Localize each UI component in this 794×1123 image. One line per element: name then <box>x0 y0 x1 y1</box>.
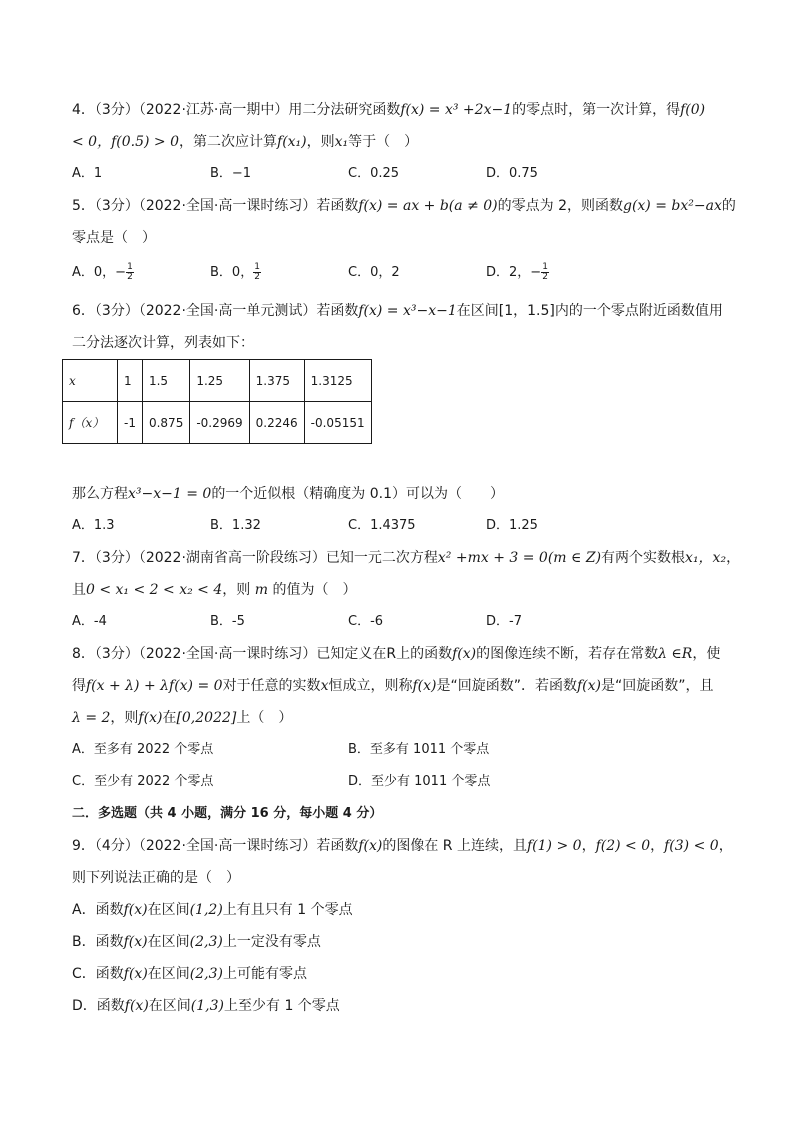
q9-condition-3: f(3) < 0 <box>664 838 719 854</box>
q6-option-a: A．1.3 <box>72 518 115 533</box>
q6-text: 的一个近似根（精确度为 0.1）可以为（ ） <box>211 486 505 502</box>
q4-fx1: f(x₁) <box>277 134 307 150</box>
q6-equation: x³−x−1 = 0 <box>128 486 212 502</box>
q6-option-b: B．1.32 <box>210 518 261 533</box>
q9-condition-2: f(2) < 0 <box>595 838 651 854</box>
table-head-x: x <box>63 360 118 402</box>
q7-option-a: A．-4 <box>72 614 107 629</box>
table-cell: 1.25 <box>190 360 249 402</box>
table-head-fx: f（x） <box>63 402 118 444</box>
q5-text: 的零点为 2，则函数 <box>497 198 623 214</box>
table-row <box>63 402 372 444</box>
q6-text: 那么方程 <box>72 486 128 502</box>
q7-equation: x² +mx + 3 = 0(m ∈ Z) <box>437 550 602 566</box>
q9-option-b: B．函数f(x)在区间(2,3)上一定没有零点 <box>72 934 321 950</box>
q5-option-c: C．0，2 <box>348 265 400 280</box>
q6-line-1 <box>72 301 723 321</box>
q6-function: f(x) = x³−x−1 <box>358 303 457 319</box>
q7-text: ，则 <box>222 582 255 598</box>
q7-m: m <box>254 582 268 598</box>
q5-gfunction: g(x) = bx²−ax <box>622 198 722 214</box>
q9-option-c: C．函数f(x)在区间(2,3)上可能有零点 <box>72 966 307 982</box>
q7-option-b: B．-5 <box>210 614 245 629</box>
q9-text: 的图像在 R 上连续，且 <box>382 838 527 854</box>
table-cell: 0.875 <box>142 402 189 444</box>
q4-f05: f(0.5) > 0 <box>111 134 180 150</box>
q4-ineq: < 0， <box>72 134 112 150</box>
q4-option-d: D．0.75 <box>486 166 538 181</box>
q8-option-d: D．至少有 1011 个零点 <box>348 774 491 789</box>
q7-inequality: 0 < x₁ < 2 < x₂ < 4 <box>86 582 223 598</box>
table-cell: 1.375 <box>249 360 304 402</box>
q7-text: 且 <box>72 582 86 598</box>
q6-option-c: C．1.4375 <box>348 518 416 533</box>
q7-line-1 <box>72 548 740 568</box>
q4-function: f(x) = x³ +2x−1 <box>400 102 513 118</box>
q8-line-3 <box>72 708 292 728</box>
q4-text: 等于（ ） <box>348 134 419 150</box>
q4-option-a: A．1 <box>72 166 103 181</box>
q9-option-d: D．函数f(x)在区间(1,3)上至少有 1 个零点 <box>72 998 340 1014</box>
q7-text: 的值为（ ） <box>268 582 357 598</box>
q8-text: 8．（3分）（2022·全国·高一课时练习）已知定义在R上的函数 <box>72 646 453 662</box>
q8-lambda: λ ∈R <box>658 646 693 662</box>
q5-option-d: D．2，− $\frac{1}{2}$ <box>486 262 548 282</box>
q8-text: ，则 <box>110 710 139 726</box>
table-cell: -0.05151 <box>304 402 371 444</box>
q8-fx: f(x) <box>577 678 602 694</box>
q5-line-1 <box>72 196 736 216</box>
q7-option-c: C．-6 <box>348 614 384 629</box>
table-cell: 0.2246 <box>249 402 304 444</box>
q9-line-1: 9．（4分）（2022·全国·高一课时练习）若函数f(x)的图像在 R 上连续，且f(1) > 0，f(2) < 0，f(3) < 0， <box>72 838 733 854</box>
q8-text: 的图像连续不断，若存在常数 <box>476 646 659 662</box>
q8-option-a: A．至多有 2022 个零点 <box>72 742 214 757</box>
q8-text: 对于任意的实数 <box>222 678 321 694</box>
q4-text: 4．（3分）（2022·江苏·高一期中）用二分法研究函数 <box>72 102 401 118</box>
q7-option-d: D．-7 <box>486 614 522 629</box>
q8-text: ，使 <box>692 646 721 662</box>
q7-line-2 <box>72 580 356 600</box>
q8-text: 是“回旋函数”．若函数 <box>436 678 577 694</box>
q9-text: 9．（4分）（2022·全国·高一课时练习）若函数 <box>72 838 359 854</box>
q8-text: 上（ ） <box>236 710 293 726</box>
q5-function: f(x) = ax + b(a ≠ 0) <box>358 198 498 214</box>
q8-option-c: C．至少有 2022 个零点 <box>72 774 214 789</box>
q5-text: 5．（3分）（2022·全国·高一课时练习）若函数 <box>72 198 359 214</box>
q6-text: 在区间[1，1.5]内的一个零点附近函数值用 <box>456 303 723 319</box>
q8-text: 恒成立，则称 <box>328 678 413 694</box>
section-heading: 二．多选题（共 4 小题，满分 16 分，每小题 4 分） <box>72 806 383 821</box>
table-cell: -1 <box>118 402 143 444</box>
q8-option-b: B．至多有 1011 个零点 <box>348 742 490 757</box>
q8-fx: f(x) <box>138 710 163 726</box>
q8-fx: f(x) <box>452 646 477 662</box>
q9-fx: f(x) <box>358 838 383 854</box>
q6-line-3 <box>72 484 504 504</box>
q8-equation: f(x + λ) + λf(x) = 0 <box>86 678 223 694</box>
q4-text: ，第二次应计算 <box>179 134 278 150</box>
q8-line-1 <box>72 644 720 664</box>
q8-interval: [0,2022] <box>176 710 237 726</box>
q7-text: ， <box>726 550 741 566</box>
table-cell: -0.2969 <box>190 402 249 444</box>
q9-option-a: A．函数f(x)在区间(1,2)上有且只有 1 个零点 <box>72 902 353 918</box>
table-cell: 1.3125 <box>304 360 371 402</box>
q6-option-d: D．1.25 <box>486 518 538 533</box>
q4-option-c: C．0.25 <box>348 166 400 181</box>
q7-text: 7．（3分）（2022·湖南省高一阶段练习）已知一元二次方程 <box>72 550 438 566</box>
q8-x: x <box>320 678 329 694</box>
q9-condition-1: f(1) > 0 <box>527 838 582 854</box>
q8-lambda-value: λ = 2 <box>72 710 111 726</box>
q4-text: ，则 <box>306 134 335 150</box>
q8-fx: f(x) <box>412 678 437 694</box>
q8-text: 在 <box>162 710 177 726</box>
q6-value-table <box>62 359 372 444</box>
table-cell: 1 <box>118 360 143 402</box>
q9-line-2: 则下列说法正确的是（ ） <box>72 870 240 886</box>
q7-roots: x₁，x₂ <box>685 550 727 566</box>
q5-option-b: B．0， $\frac{1}{2}$ <box>210 262 260 282</box>
q5-line-2: 零点是（ ） <box>72 230 156 246</box>
q5-option-a: A．0，− $\frac{1}{2}$ <box>72 262 133 282</box>
q8-line-2 <box>72 676 714 696</box>
q4-option-b: B．−1 <box>210 166 252 181</box>
q5-text: 的 <box>721 198 736 214</box>
q8-text: 是“回旋函数”，且 <box>601 678 714 694</box>
q6-line-2: 二分法逐次计算，列表如下： <box>72 335 254 351</box>
q4-f0: f(0) <box>680 102 706 118</box>
table-row <box>63 360 372 402</box>
q8-text: 得 <box>72 678 86 694</box>
q4-text: 的零点时，第一次计算，得 <box>512 102 681 118</box>
q4-x1: x₁ <box>334 134 349 150</box>
q6-text: 6．（3分）（2022·全国·高一单元测试）若函数 <box>72 303 359 319</box>
q4-line-2 <box>72 132 418 152</box>
q7-text: 有两个实数根 <box>601 550 686 566</box>
q4-line-1 <box>72 100 705 120</box>
table-cell: 1.5 <box>142 360 189 402</box>
